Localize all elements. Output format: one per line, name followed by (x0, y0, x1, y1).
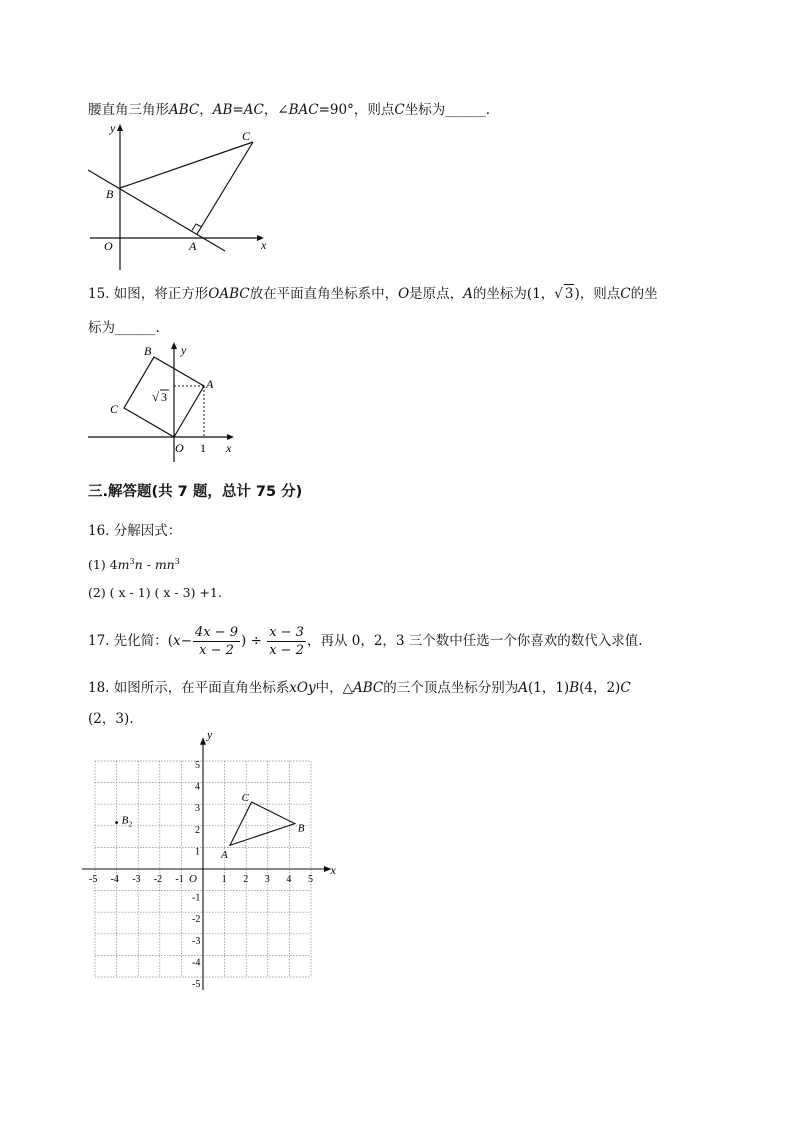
x-tick-label: -4 (110, 874, 119, 885)
q15-label-one: 1 (200, 441, 206, 455)
q15-label-o: O (175, 441, 184, 455)
y-axis-arrow (200, 737, 206, 745)
q17-text: 17. 先化简：(x− $\frac{4x - 9}{x - 2}$ ) ÷ $\frac{x - 3}{x - 2}$ ，再从 0，2，3 三个数中任选一个你喜欢的数代入求值. (88, 625, 643, 658)
x-tick-label: -5 (89, 874, 98, 885)
vertex-b-label: B (297, 822, 305, 835)
x-tick-label: 5 (308, 874, 313, 885)
y-tick-label: 2 (195, 824, 200, 836)
q14-side-ac (197, 142, 253, 234)
q16-title: 16. 分解因式： (88, 523, 182, 539)
origin-label: O (189, 873, 197, 885)
q14-text: 腰直角三角形ABC，AB=AC，∠BAC=90°，则点C坐标为______. (88, 102, 491, 118)
y-tick-label: 5 (195, 760, 200, 771)
q14-side-bc (120, 142, 253, 188)
q15-y-arrow (171, 342, 177, 349)
q18-line2: (2，3). (88, 711, 134, 727)
vertex-c-label: C (241, 792, 249, 805)
q14-label-b: B (106, 187, 114, 201)
point-b2-subscript: 2 (128, 820, 133, 829)
q15-x-arrow (227, 434, 234, 440)
y-tick-label: -4 (192, 957, 201, 969)
q17-fraction-1: $\frac{4x - 9}{x - 2}$ (194, 625, 239, 658)
y-tick-label: 1 (195, 846, 200, 858)
q15-label-y: y (181, 343, 187, 357)
q17-fraction-2: $\frac{x - 3}{x - 2}$ (269, 625, 304, 658)
q15-label-a: A (206, 377, 214, 391)
y-tick-label: -1 (192, 892, 201, 904)
x-tick-label: 2 (243, 874, 249, 885)
y-tick-label: -3 (192, 935, 201, 947)
vertex-a-label: A (221, 849, 228, 862)
q14-label-o: O (104, 239, 113, 253)
q14-label-y: y (110, 121, 116, 135)
y-tick-label: -2 (192, 914, 201, 926)
q14-label-c: C (242, 129, 251, 143)
q18-line1: 18. 如图所示，在平面直角坐标系xOy中，△ABC的三个顶点坐标分别为A(1，1)B(4，2)C (88, 680, 631, 696)
q14-label-x: x (261, 238, 267, 252)
point-b2-dot (115, 821, 118, 824)
q16-part2: (2) ( x - 1) ( x - 3) +1. (88, 585, 222, 600)
q15-label-x: x (226, 441, 232, 455)
y-axis-label: y (207, 727, 213, 742)
q15-label-sqrt3: 3 (161, 390, 167, 404)
triangle-abc (230, 802, 295, 845)
q15-line2: 标为______. (88, 320, 160, 336)
x-tick-label: -1 (175, 874, 184, 885)
q14-label-a: A (189, 239, 197, 253)
q15-figure (80, 340, 250, 465)
q15-line1: 15. 如图，将正方形OABC放在平面直角坐标系中，O是原点，A的坐标为(1，√ 3)，则点C的坐 (88, 286, 658, 302)
point-b2-label: B (121, 814, 129, 827)
q14-y-arrow (117, 124, 123, 131)
x-tick-label: 3 (264, 874, 270, 885)
y-tick-label: 3 (195, 803, 200, 815)
q18-grid-figure (80, 727, 340, 1005)
y-tick-label: 4 (195, 781, 200, 793)
section-3-title: 三.解答题(共 7 题，总计 75 分) (88, 484, 303, 500)
q14-figure (80, 120, 280, 275)
q15-label-c: C (110, 402, 119, 416)
x-axis-label: x (330, 863, 336, 877)
x-tick-label: -3 (132, 874, 141, 885)
q15-label-b: B (144, 344, 152, 358)
q15-sqrt-radical: √ (152, 389, 160, 404)
y-tick-label: -5 (192, 979, 201, 990)
q16-part1: (1) $4m^3n - mn^3$ (88, 557, 180, 573)
x-tick-label: 1 (221, 874, 227, 885)
x-tick-label: 4 (286, 874, 292, 885)
x-tick-label: -2 (153, 874, 163, 885)
